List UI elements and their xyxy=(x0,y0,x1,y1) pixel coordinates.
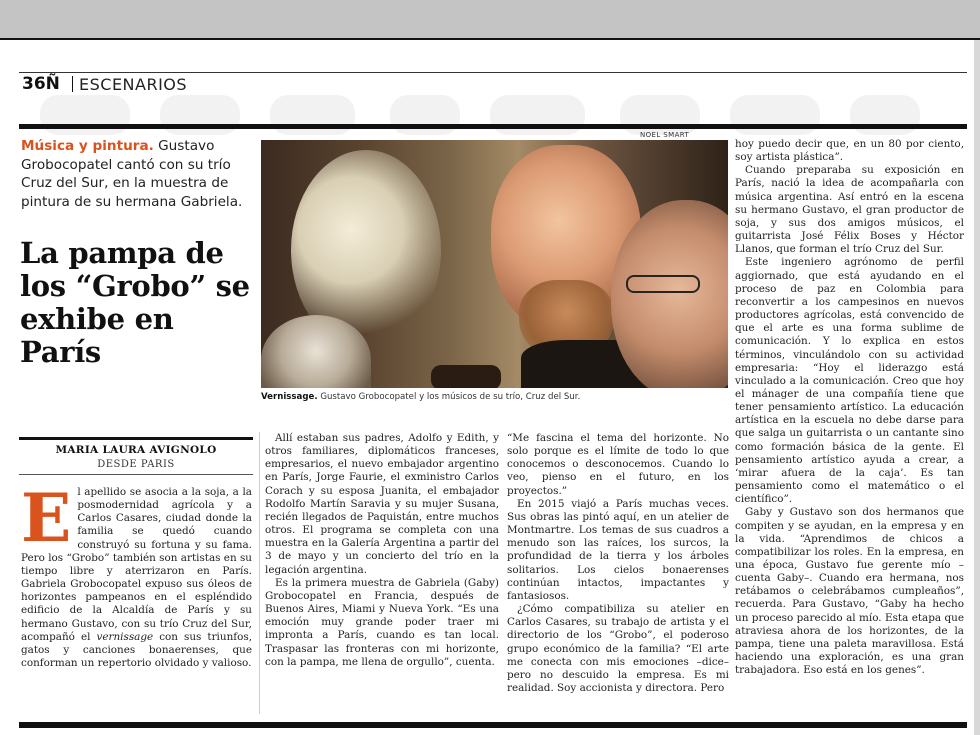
paragraph: Este ingeniero agrónomo de perfil aggiornado, que está ayudando en el proceso de paz en Colombia para reconvertir a los campesinos en nuevos productores agrícolas, está convencido de que el arte es una forma sublime de comunicación. Y lo explica en estos términos, vinculándolo con su actividad empresaria: “Hoy el liderazgo está vinculado a la comunicación. Creo que hoy el mánager de una compañía tiene que tener pensamiento artístico. La educación artística en la escuela no debe darse para que salga un guitarrista o un cantante sino como formación básica de la gente. El pensamiento artístico ayuda a crear, a ‘mirar afuera de la caja’. Es tan pensamiento como el matemático o el científico”. xyxy=(735,256,964,506)
photo-credit: NOEL SMART xyxy=(640,131,690,139)
paragraph: ¿Cómo compatibiliza su atelier en Carlos Casares, su trabajo de artista y el directorio de los “Grobo”, el poderoso grupo económico de la familia? “El arte me conecta con mis emociones –dice– pero no descuido la empresa. Es mi realidad. Soy accionista y directora. Pero xyxy=(507,603,729,694)
photo-caption xyxy=(261,392,731,402)
paragraph: Allí estaban sus padres, Adolfo y Edith, y otros familiares, diplomáticos franceses, empresarios, el nuevo embajador argentino en París, Jorge Faurie, el exministro Carlos Corach y su esposa Juanita, el embajador Rodolfo Martín Saravia y su mujer Susana, recién llegados de Paquistán, entre muchos otros. El programa se completa con una muestra en la Galería Argentina a partir del 3 de mayo y un concierto del trío en la legación argentina. xyxy=(265,432,499,576)
section-name: ESCENARIOS xyxy=(79,75,188,94)
paragraph: El apellido se asocia a la soja, a la posmodernidad agrícola y a Carlos Casares, ciudad donde la familia se quedó cuando construyó su fortuna y su fama. Pero los “Grobo” también son artistas en su tiempo libre y aterrizaron en París. Gabriela Grobocopatel expuso sus óleos de horizontes pampeanos en el espléndido edificio de la Alcaldía de París y su hermano Gustavo, con su trío Cruz del Sur, acompañó el vernissage con sus triunfos, gatos y canciones bonaerenses, que conforman un repertorio olvidado y valioso. xyxy=(21,479,252,670)
article-photo xyxy=(261,140,728,388)
caption-text: Gustavo Grobocopatel y los músicos de su trío, Cruz del Sur. xyxy=(317,392,581,402)
body-column-3 xyxy=(507,432,729,695)
author: MARIA LAURA AVIGNOLO xyxy=(55,444,217,456)
header-separator xyxy=(72,76,73,92)
headline: La pampa de los “Grobo” se exhibe en París xyxy=(20,236,250,369)
column-divider xyxy=(259,432,260,714)
watermark xyxy=(30,95,930,135)
paragraph: hoy puedo decir que, en un 80 por ciento, soy artista plástica”. xyxy=(735,138,964,164)
byline-rule xyxy=(19,437,253,440)
lead-text: Gustavo Grobocopatel cantó con su trío Cruz del Sur, en la muestra de pintura de su hermana Gabriela. xyxy=(21,138,243,210)
body-column-2 xyxy=(265,432,499,669)
paragraph: Es la primera muestra de Gabriela (Gaby) Grobocopatel en Francia, después de Buenos Aires, Miami y Nueva York. “Es una emoción muy grande poder traer mi impronta a París, cuando es tan local. Traspasar las fronteras con mi horizonte, con la pampa, me llena de orgullo”, cuenta. xyxy=(265,576,499,668)
paragraph: Cuando preparaba su exposición en París, nació la idea de acompañarla con música argentina. Así entró en la escena su hermano Gustavo, el gran productor de soja, y sus dos amigos músicos, el guitarrista José Félix Boses y Héctor Llanos, que forman el trío Cruz del Sur. xyxy=(735,164,964,256)
paragraph: En 2015 viajó a París muchas veces. Sus obras las pintó aquí, en un atelier de Montmartre. Los temas de sus cuadros a menudo son las raíces, los surcos, la profundidad de la tierra y los árboles solitarios. Los cielos bonaerenses continúan intactos, impactantes y fantasiosos. xyxy=(507,497,729,602)
bottom-rule xyxy=(19,722,967,728)
lead-summary xyxy=(21,137,253,211)
photo-glasses xyxy=(626,275,700,293)
photo-guitar xyxy=(431,365,501,388)
page-number: 36Ñ xyxy=(22,74,60,94)
caption-label: Vernissage. xyxy=(261,392,318,402)
header-rule xyxy=(19,72,967,73)
section-top-rule xyxy=(19,124,967,129)
top-divider xyxy=(0,38,980,40)
paragraph: “Me fascina el tema del horizonte. No solo porque es el límite de todo lo que conocemos o desconocemos. Cuando lo veo, pienso en el futuro, en los proyectos.” xyxy=(507,432,729,497)
body-column-1 xyxy=(21,479,252,670)
top-band xyxy=(0,0,980,38)
body-column-4 xyxy=(735,138,964,677)
paragraph: Gaby y Gustavo son dos hermanos que compiten y se ayudan, en la empresa y en la vida. “Aprendimos de chicos a compatibilizar los roles. En la empresa, en una época, Gustavo fue gerente mío –cuenta Gaby–. Cuando era hermana, nos retábamos o celebrábamos cumpleaños”, recuerda. Para Gustavo, “Gaby ha hecho un proceso parecido al mío. Esta etapa que atraviesa ahora de los horizontes, de la pampa, tiene una paleta maravillosa. Está haciendo una exploración, es una gran trabajadora. Eso está en los genes”. xyxy=(735,506,964,677)
byline-rule-bottom xyxy=(19,474,253,475)
dateline: DESDE PARIS xyxy=(97,459,175,470)
drop-cap: E xyxy=(21,479,72,557)
right-edge-band xyxy=(974,40,980,735)
kicker: Música y pintura. xyxy=(21,138,154,154)
